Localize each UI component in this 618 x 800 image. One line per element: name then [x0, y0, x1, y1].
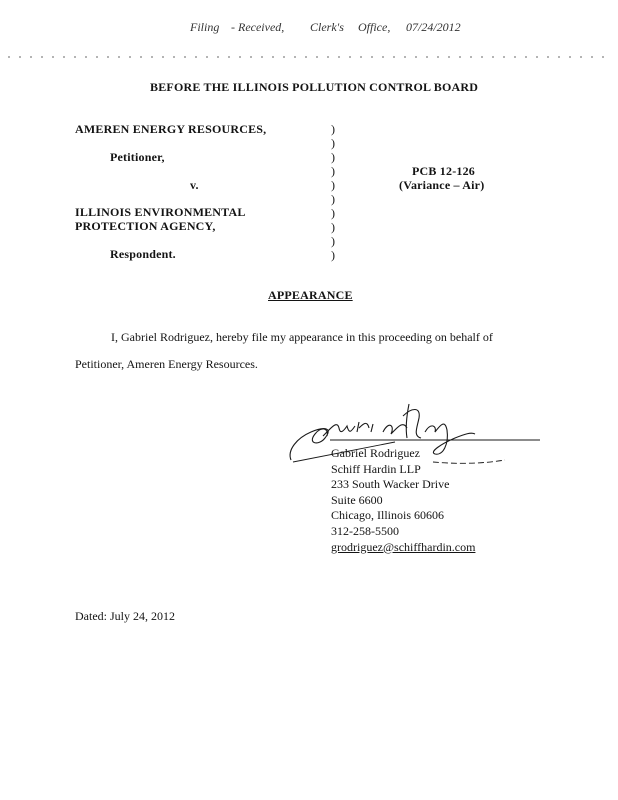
case-number: PCB 12-126	[412, 164, 475, 178]
paren: )	[331, 248, 335, 262]
dated-line: Dated: July 24, 2012	[75, 609, 175, 623]
law-firm: Schiff Hardin LLP	[331, 461, 421, 476]
versus-label: v.	[190, 178, 199, 192]
attorney-name: Gabriel Rodriguez	[331, 446, 420, 460]
paren: )	[331, 220, 335, 234]
paren: )	[331, 178, 335, 192]
board-title: BEFORE THE ILLINOIS POLLUTION CONTROL BOARD	[150, 80, 479, 94]
paren: )	[331, 150, 335, 164]
stamp-clerks: Clerk's	[310, 20, 344, 34]
city-state-zip: Chicago, Illinois 60606	[331, 508, 444, 523]
street-address: 233 South Wacker Drive	[331, 477, 450, 492]
paren: )	[331, 122, 335, 136]
paren: )	[331, 164, 335, 178]
suite: Suite 6600	[331, 492, 383, 507]
signature-block	[331, 446, 475, 555]
stamp-office: Office,	[358, 20, 391, 34]
respondent-name-line1: ILLINOIS ENVIRONMENTAL	[75, 205, 246, 219]
paren: )	[331, 234, 335, 248]
paren: )	[331, 192, 335, 206]
appearance-text-line1: I, Gabriel Rodriguez, hereby file my appearance in this proceeding on behalf of	[111, 330, 493, 344]
appearance-text-line2: Petitioner, Ameren Energy Resources.	[75, 357, 258, 371]
stamp-filing: Filing	[190, 20, 220, 34]
case-type: (Variance – Air)	[399, 178, 485, 192]
email-link[interactable]: grodriguez@schiffhardin.com	[331, 539, 476, 554]
paren: )	[331, 136, 335, 150]
appearance-heading: APPEARANCE	[268, 288, 353, 302]
scan-dotted-line	[8, 56, 610, 58]
stamp-received: - Received,	[231, 20, 285, 34]
respondent-name-line2: PROTECTION AGENCY,	[75, 219, 216, 233]
phone-number: 312-258-5500	[331, 523, 399, 538]
stamp-date: 07/24/2012	[406, 20, 461, 34]
respondent-role: Respondent.	[110, 247, 176, 261]
petitioner-name: AMEREN ENERGY RESOURCES,	[75, 122, 267, 136]
paren: )	[331, 206, 335, 220]
petitioner-role: Petitioner,	[110, 150, 165, 164]
